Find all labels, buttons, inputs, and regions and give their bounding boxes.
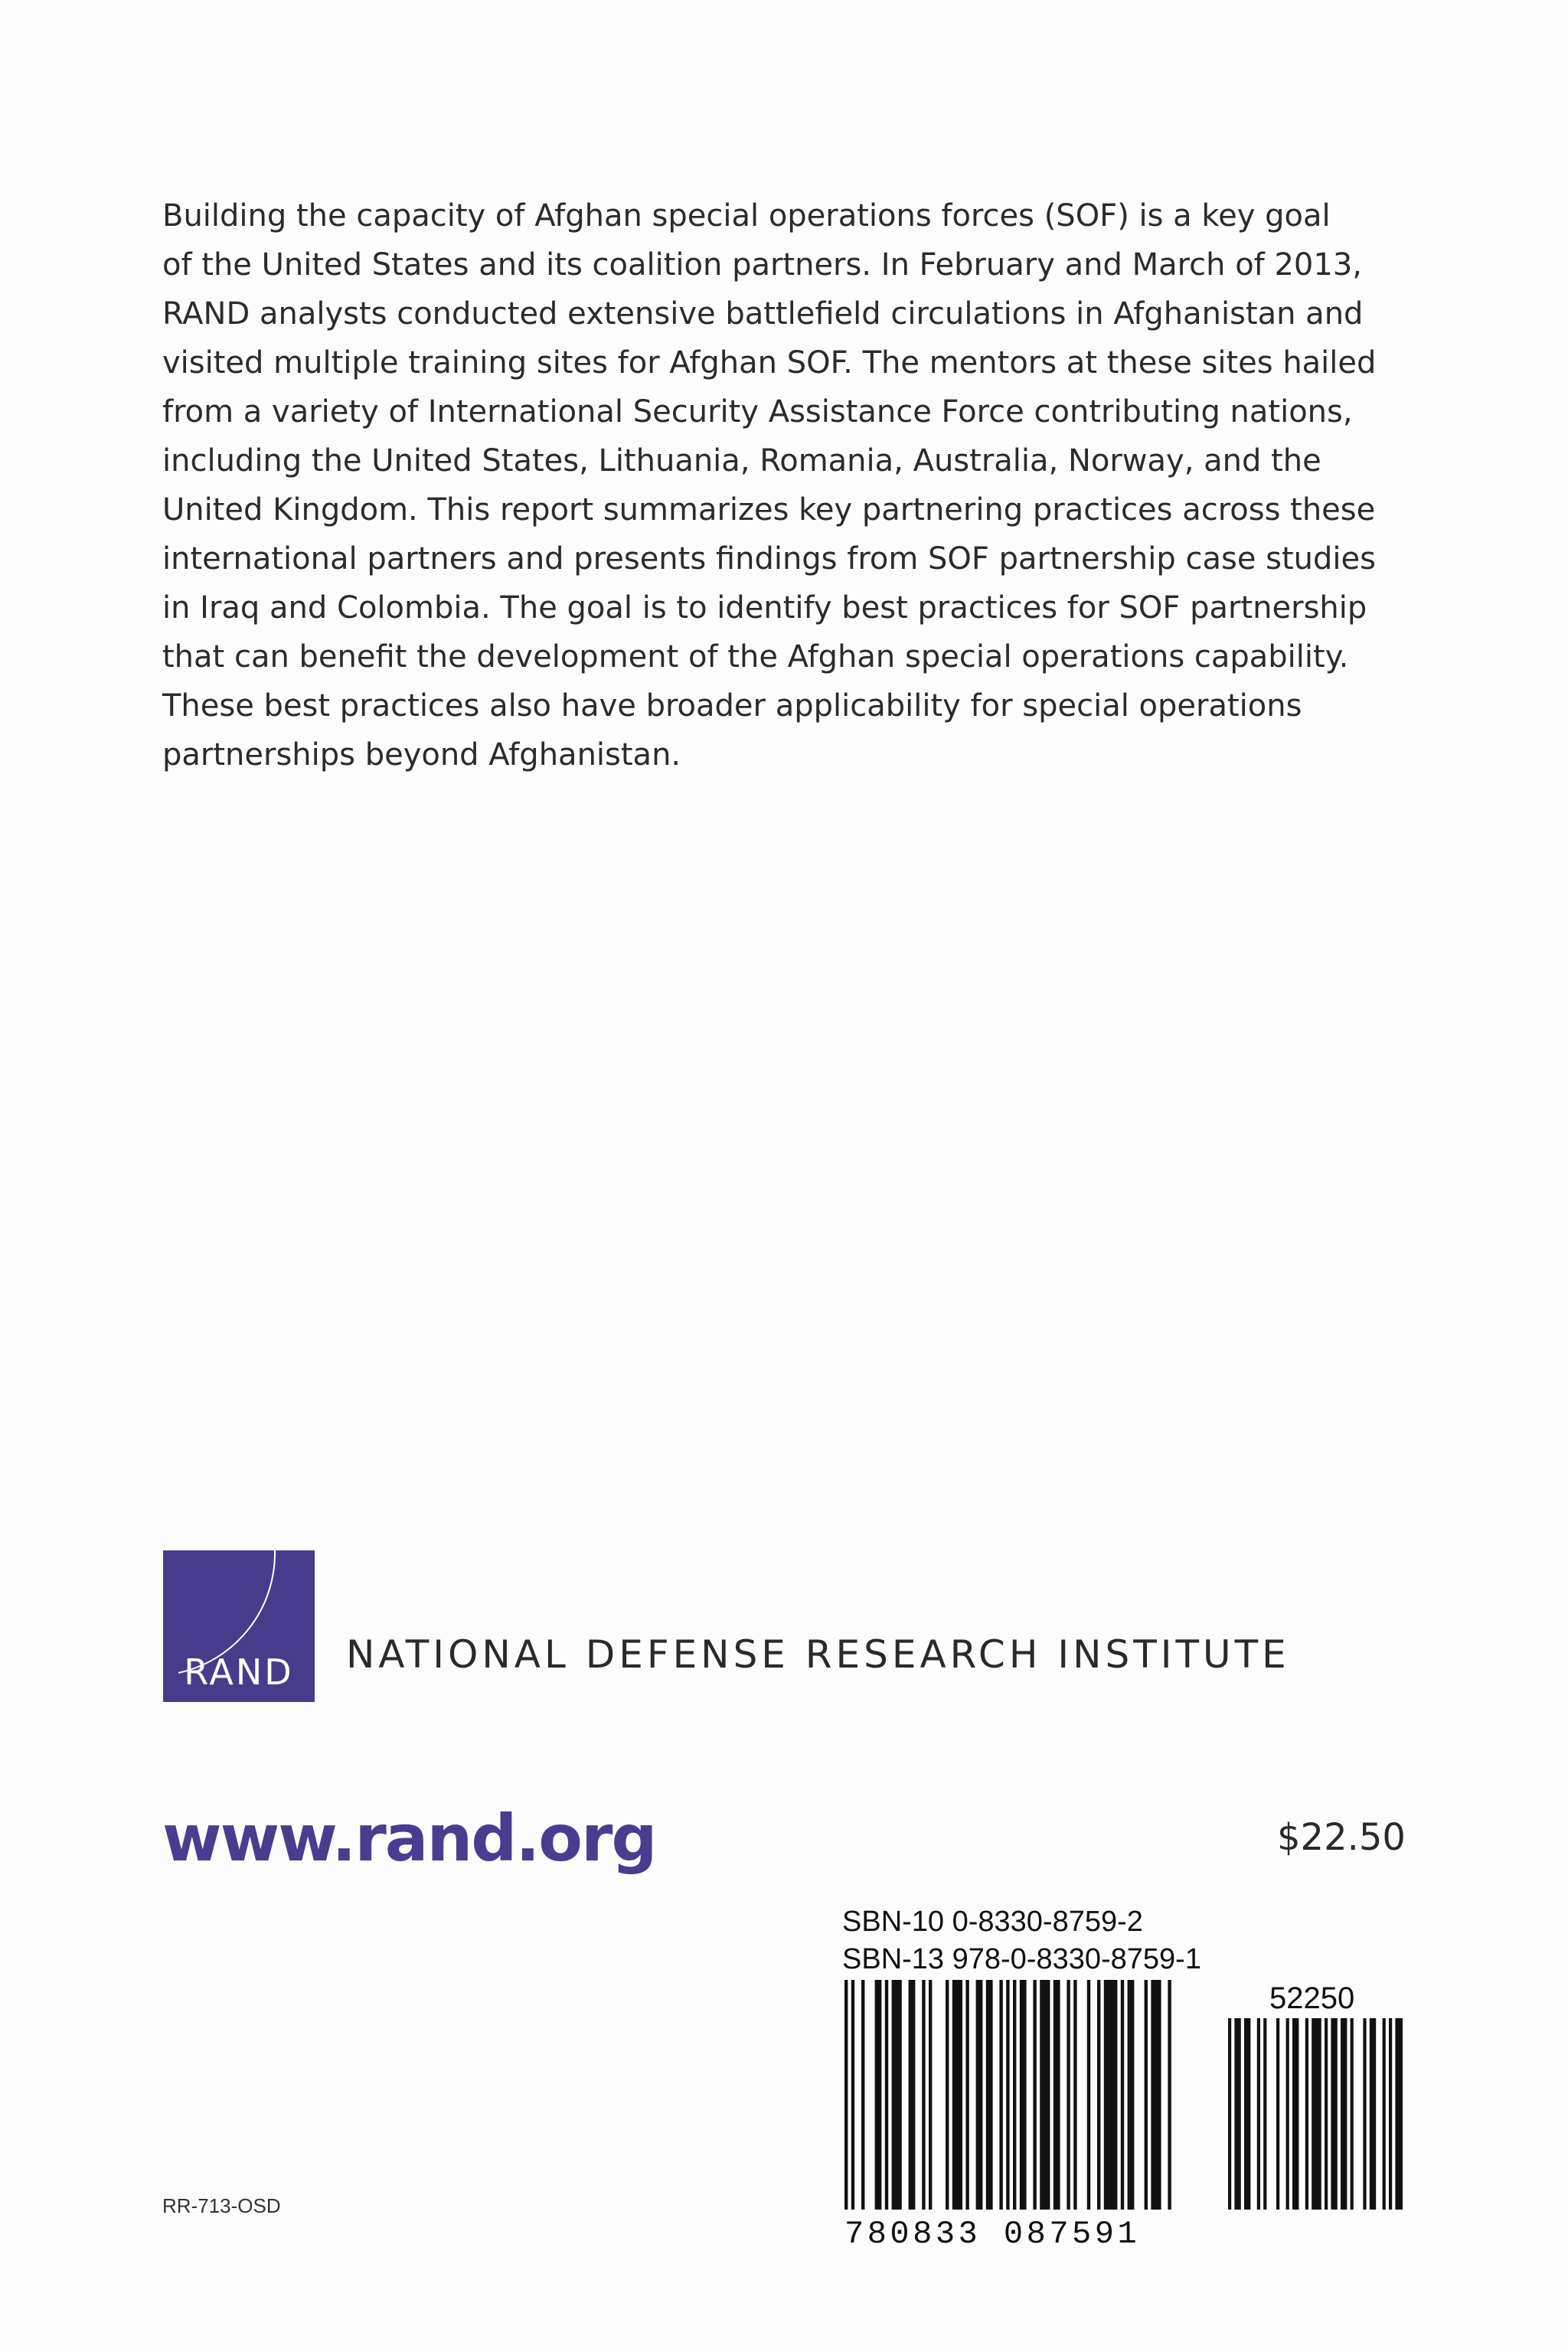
description-line: visited multiple training sites for Afghan SOF. The mentors at these sites hailed bbox=[162, 345, 1377, 381]
barcode-bar bbox=[844, 1980, 848, 2210]
barcode-bar bbox=[946, 1980, 949, 2210]
ean-barcode bbox=[844, 1980, 1172, 2210]
description-line: that can benefit the development of the Afghan special operations capability. bbox=[162, 639, 1349, 675]
barcode-bar bbox=[1395, 2018, 1403, 2210]
logo-text: RAND bbox=[184, 1651, 294, 1693]
addon-barcode bbox=[1228, 2018, 1403, 2210]
barcode-bar bbox=[1228, 2018, 1231, 2210]
barcode-bar bbox=[1276, 2018, 1279, 2210]
barcode-bar bbox=[999, 1980, 1002, 2210]
isbn-13: SBN-13 978-0-8330-8759-1 bbox=[842, 1943, 1201, 1975]
barcode-bar bbox=[1363, 2018, 1366, 2210]
barcode-bar bbox=[1351, 2018, 1354, 2210]
description-line: partnerships beyond Afghanistan. bbox=[162, 737, 681, 773]
isbn-10: SBN-10 0-8330-8759-2 bbox=[842, 1906, 1143, 1938]
barcode-bar bbox=[1312, 2018, 1321, 2210]
barcode-bar bbox=[1097, 1980, 1100, 2210]
barcode-bar bbox=[1370, 2018, 1376, 2210]
ean-digits: 780833 087591 bbox=[844, 2216, 1141, 2252]
description-line: including the United States, Lithuania, Romania, Australia, Norway, and the bbox=[162, 443, 1321, 479]
barcode-bar bbox=[1006, 1980, 1009, 2210]
barcode-bar bbox=[1073, 1980, 1076, 2210]
barcode-bar bbox=[1121, 1980, 1124, 2210]
barcode-bar bbox=[1168, 1980, 1171, 2210]
barcode-bar bbox=[1104, 1980, 1118, 2210]
barcode-bar bbox=[965, 1980, 969, 2210]
barcode-bar bbox=[1292, 2018, 1298, 2210]
barcode-bar bbox=[1331, 2018, 1337, 2210]
description-line: United Kingdom. This report summarizes key partnering practices across these bbox=[162, 492, 1376, 528]
barcode-bar bbox=[1145, 1980, 1148, 2210]
barcode-bar bbox=[922, 1980, 925, 2210]
barcode-bar bbox=[851, 1980, 854, 2210]
barcode-bar bbox=[1305, 2018, 1308, 2210]
rand-logo bbox=[163, 1550, 315, 1702]
barcode-bar bbox=[952, 1980, 962, 2210]
barcode-bar bbox=[1033, 1980, 1036, 2210]
barcode-bar bbox=[1325, 2018, 1328, 2210]
barcode-bar bbox=[892, 1980, 902, 2210]
barcode-bar bbox=[1067, 1980, 1070, 2210]
description-line: international partners and presents findings from SOF partnership case studies bbox=[162, 541, 1376, 577]
barcode-bar bbox=[976, 1980, 983, 2210]
description-line: Building the capacity of Afghan special operations forces (SOF) is a key goal bbox=[162, 198, 1331, 234]
barcode-bar bbox=[1286, 2018, 1289, 2210]
barcode-bar bbox=[1383, 2018, 1386, 2210]
report-code: RR-713-OSD bbox=[162, 2194, 281, 2217]
barcode-bar bbox=[861, 1980, 864, 2210]
barcode-bar bbox=[1013, 1980, 1016, 2210]
barcode-bar bbox=[1389, 2018, 1392, 2210]
barcode-bar bbox=[1257, 2018, 1260, 2210]
barcode-bar bbox=[1040, 1980, 1050, 2210]
institute-name: NATIONAL DEFENSE RESEARCH INSTITUTE bbox=[346, 1632, 1290, 1677]
barcode-bar bbox=[1234, 2018, 1240, 2210]
price: $22.50 bbox=[1277, 1816, 1406, 1859]
barcode-bar bbox=[1244, 2018, 1250, 2210]
description-line: from a variety of International Security Assistance Force contributing nations, bbox=[162, 394, 1353, 430]
description-line: These best practices also have broader applicability for special operations bbox=[162, 688, 1302, 724]
barcode-bar bbox=[1151, 1980, 1161, 2210]
website-link[interactable]: www.rand.org bbox=[162, 1801, 656, 1876]
barcode-bar bbox=[909, 1980, 916, 2210]
barcode-bar bbox=[1054, 1980, 1060, 2210]
barcode-bar bbox=[1341, 2018, 1347, 2210]
barcode-bar bbox=[875, 1980, 882, 2210]
barcode-bar bbox=[929, 1980, 932, 2210]
description-line: of the United States and its coalition partners. In February and March of 2013, bbox=[162, 247, 1362, 283]
barcode-bar bbox=[986, 1980, 993, 2210]
barcode-bar bbox=[1020, 1980, 1027, 2210]
barcode-bar bbox=[1087, 1980, 1090, 2210]
description-line: RAND analysts conducted extensive battlefield circulations in Afghanistan and bbox=[162, 296, 1364, 332]
addon-digits: 52250 bbox=[1269, 1981, 1355, 2015]
description-line: in Iraq and Colombia. The goal is to identify best practices for SOF partnership bbox=[162, 590, 1367, 626]
barcode-bar bbox=[1263, 2018, 1266, 2210]
barcode-bar bbox=[1128, 1980, 1135, 2210]
barcode-bar bbox=[885, 1980, 888, 2210]
back-cover-description bbox=[162, 191, 1418, 779]
